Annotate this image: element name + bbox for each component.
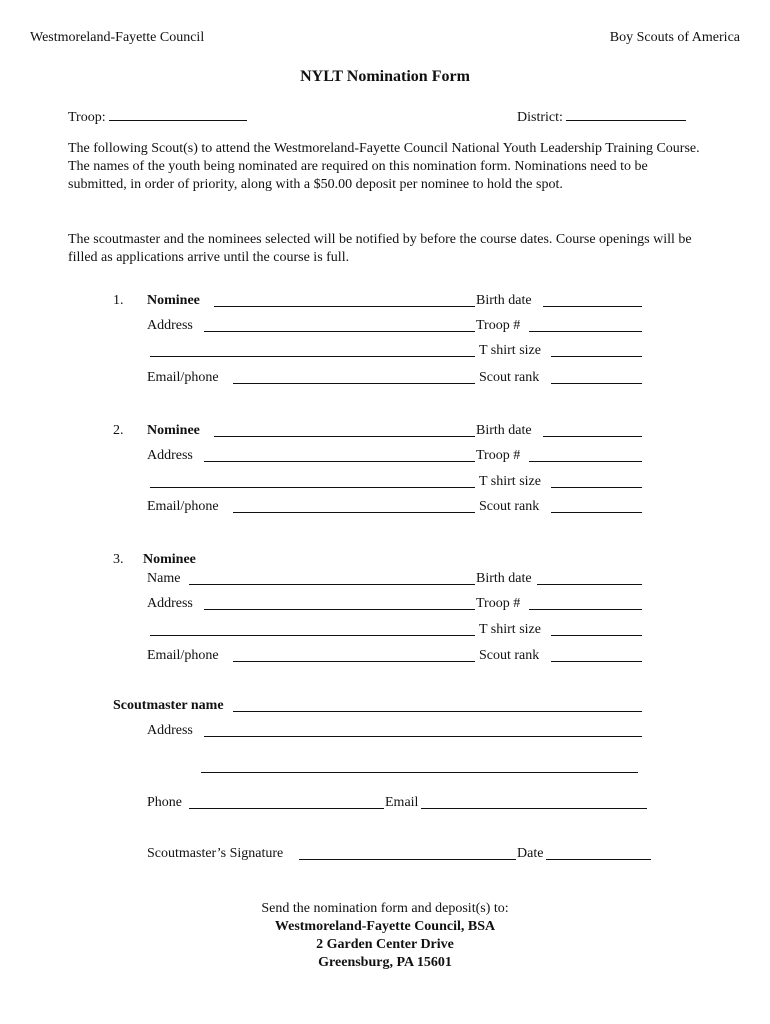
nominee-2-address2-line[interactable] xyxy=(150,474,475,488)
nominee-3-label: Nominee xyxy=(143,552,196,567)
footer-org: Westmoreland-Fayette Council, BSA xyxy=(274,919,496,934)
scoutmaster-date-label: Date xyxy=(517,846,544,861)
nominee-3-address2-line[interactable] xyxy=(150,622,475,636)
troop-line[interactable] xyxy=(109,107,247,121)
nominee-1-email-label: Email/phone xyxy=(147,370,219,385)
nominee-2-birthdate-label: Birth date xyxy=(476,423,532,438)
scoutmaster-email-label: Email xyxy=(385,795,419,810)
scoutmaster-phone-line[interactable] xyxy=(189,795,384,809)
header-council: Westmoreland-Fayette Council xyxy=(30,30,205,45)
page-title: NYLT Nomination Form xyxy=(300,68,470,85)
scoutmaster-email-line[interactable] xyxy=(421,795,647,809)
nominee-2-troop-line[interactable] xyxy=(529,448,642,462)
district-field[interactable] xyxy=(517,107,686,126)
district-line[interactable] xyxy=(566,107,686,121)
nominee-2-address-label: Address xyxy=(147,448,193,463)
nominee-2-rank-label: Scout rank xyxy=(479,499,540,514)
nominee-2-troop-label: Troop # xyxy=(476,448,521,463)
nominee-1-troop-label: Troop # xyxy=(476,318,521,333)
footer-send-text: Send the nomination form and deposit(s) to: xyxy=(261,901,509,916)
nominee-2-birthdate-line[interactable] xyxy=(543,423,642,437)
nominee-1-number: 1. xyxy=(113,293,124,308)
nominee-3-tshirt-label: T shirt size xyxy=(479,622,541,637)
nominee-3-email-label: Email/phone xyxy=(147,648,219,663)
scoutmaster-address-label: Address xyxy=(147,723,193,738)
nominee-3-number: 3. xyxy=(113,552,124,567)
nominee-3-name-label: Name xyxy=(147,571,181,586)
scoutmaster-signature-line[interactable] xyxy=(299,846,516,860)
nominee-1-label: Nominee xyxy=(147,293,200,308)
nominee-3-name-line[interactable] xyxy=(189,571,475,585)
nominee-3-email-line[interactable] xyxy=(233,648,475,662)
scoutmaster-signature-label: Scoutmaster’s Signature xyxy=(147,846,284,861)
nominee-3-birthdate-line[interactable] xyxy=(537,571,642,585)
scoutmaster-phone-label: Phone xyxy=(147,795,182,810)
nominee-2-number: 2. xyxy=(113,423,124,438)
troop-label: Troop: xyxy=(68,110,106,125)
footer-city: Greensburg, PA 15601 xyxy=(318,955,452,970)
scoutmaster-name-label: Scoutmaster name xyxy=(113,698,224,713)
nominee-3-address-line[interactable] xyxy=(204,596,475,610)
scoutmaster-name-line[interactable] xyxy=(233,698,642,712)
scoutmaster-address2-line[interactable] xyxy=(201,759,638,773)
notice-paragraph: The scoutmaster and the nominees selected will be notified by before the course dates. Course openings will be filled as applications arrive until the course is full. xyxy=(68,232,692,265)
nominee-1-birthdate-line[interactable] xyxy=(543,293,642,307)
nominee-1-birthdate-label: Birth date xyxy=(476,293,532,308)
nominee-1-name-line[interactable] xyxy=(214,293,475,307)
nominee-2-tshirt-label: T shirt size xyxy=(479,474,541,489)
district-label: District: xyxy=(517,110,563,125)
nominee-3-rank-line[interactable] xyxy=(551,648,642,662)
nominee-2-email-line[interactable] xyxy=(233,499,475,513)
intro-paragraph: The following Scout(s) to attend the Westmoreland-Fayette Council National Youth Leadership Training Course. The names of the youth being nominated are required on this nomination form. Nominations need to be submitted, in order of priority, along with a $50.00 deposit per nominee to hold the spot. xyxy=(68,141,700,192)
nominee-1-address-label: Address xyxy=(147,318,193,333)
header-bsa: Boy Scouts of America xyxy=(609,30,740,45)
nominee-1-tshirt-line[interactable] xyxy=(551,343,642,357)
nominee-2-label: Nominee xyxy=(147,423,200,438)
scoutmaster-address-line[interactable] xyxy=(204,723,642,737)
nominee-2-rank-line[interactable] xyxy=(551,499,642,513)
nominee-1-email-line[interactable] xyxy=(233,370,475,384)
troop-field[interactable] xyxy=(68,107,247,126)
nominee-2-name-line[interactable] xyxy=(214,423,475,437)
nominee-1-rank-label: Scout rank xyxy=(479,370,540,385)
scoutmaster-date-line[interactable] xyxy=(546,846,651,860)
nominee-1-tshirt-label: T shirt size xyxy=(479,343,541,358)
nominee-2-tshirt-line[interactable] xyxy=(551,474,642,488)
nominee-2-address-line[interactable] xyxy=(204,448,475,462)
nominee-3-tshirt-line[interactable] xyxy=(551,622,642,636)
nominee-1-troop-line[interactable] xyxy=(529,318,642,332)
footer-street: 2 Garden Center Drive xyxy=(316,937,454,952)
nominee-1-address2-line[interactable] xyxy=(150,343,475,357)
nominee-3-troop-label: Troop # xyxy=(476,596,521,611)
nominee-1-rank-line[interactable] xyxy=(551,370,642,384)
nominee-2-email-label: Email/phone xyxy=(147,499,219,514)
nominee-1-address-line[interactable] xyxy=(204,318,475,332)
nominee-3-troop-line[interactable] xyxy=(529,596,642,610)
nominee-3-rank-label: Scout rank xyxy=(479,648,540,663)
nominee-3-birthdate-label: Birth date xyxy=(476,571,532,586)
nominee-3-address-label: Address xyxy=(147,596,193,611)
